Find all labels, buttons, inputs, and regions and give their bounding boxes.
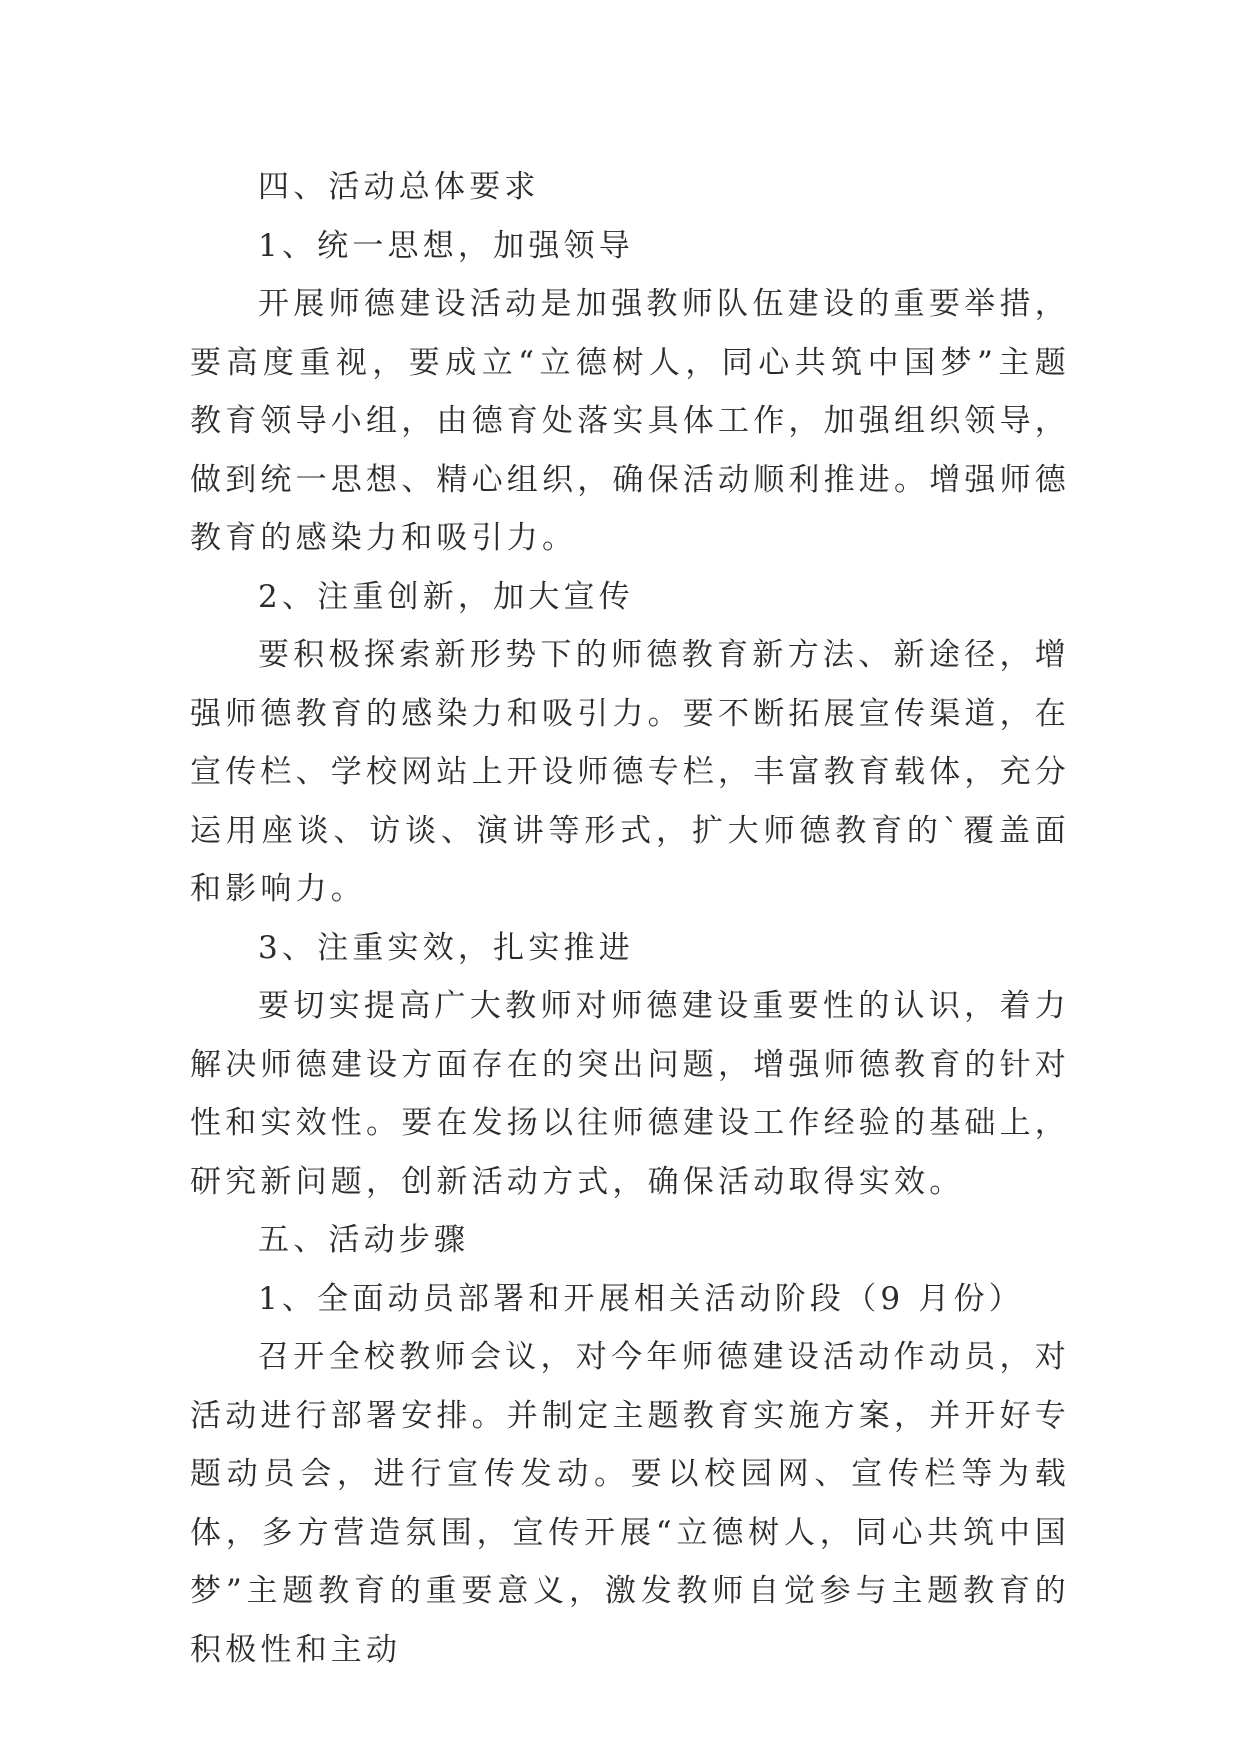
subheading-innovation-publicity: 2、注重创新，加大宣传 bbox=[258, 578, 634, 615]
paragraph-effectiveness: 要切实提高广大教师对师德建设重要性的认识，着力解决师德建设方面存在的突出问题，增强师德教育的针对性和实效性。要在发扬以往师德建设工作经验的基础上，研究新问题，创新活动方式，确保活动取得实效。 bbox=[190, 988, 1070, 1200]
section-heading-activity-steps: 五、活动步骤 bbox=[258, 1222, 470, 1258]
subheading-unify-thinking: 1、统一思想，加强领导 bbox=[258, 227, 634, 264]
paragraph-innovation-publicity: 要积极探索新形势下的师德教育新方法、新途径，增强师德教育的感染力和吸引力。要不断拓展宣传渠道，在宣传栏、学校网站上开设师德专栏，丰富教育载体，充分运用座谈、访谈、演讲等形式，扩大师德教育的`覆盖面和影响力。 bbox=[190, 637, 1070, 907]
subheading-mobilization-stage: 1、全面动员部署和开展相关活动阶段（9 月份） bbox=[258, 1280, 1024, 1317]
paragraph-mobilization-stage: 召开全校教师会议，对今年师德建设活动作动员，对活动进行部署安排。并制定主题教育实施方案，并开好专题动员会，进行宣传发动。要以校园网、宣传栏等为载体，多方营造氛围，宣传开展“立德树人，同心共筑中国梦”主题教育的重要意义，激发教师自觉参与主题教育的积极性和主动 bbox=[190, 1339, 1070, 1668]
subheading-effectiveness: 3、注重实效，扎实推进 bbox=[258, 929, 634, 966]
document-body bbox=[190, 158, 1070, 1679]
paragraph-unify-thinking: 开展师德建设活动是加强教师队伍建设的重要举措，要高度重视，要成立“立德树人，同心共筑中国梦”主题教育领导小组，由德育处落实具体工作，加强组织领导，做到统一思想、精心组织，确保活动顺利推进。增强师德教育的感染力和吸引力。 bbox=[190, 286, 1070, 556]
section-heading-activity-requirements: 四、活动总体要求 bbox=[258, 169, 540, 205]
